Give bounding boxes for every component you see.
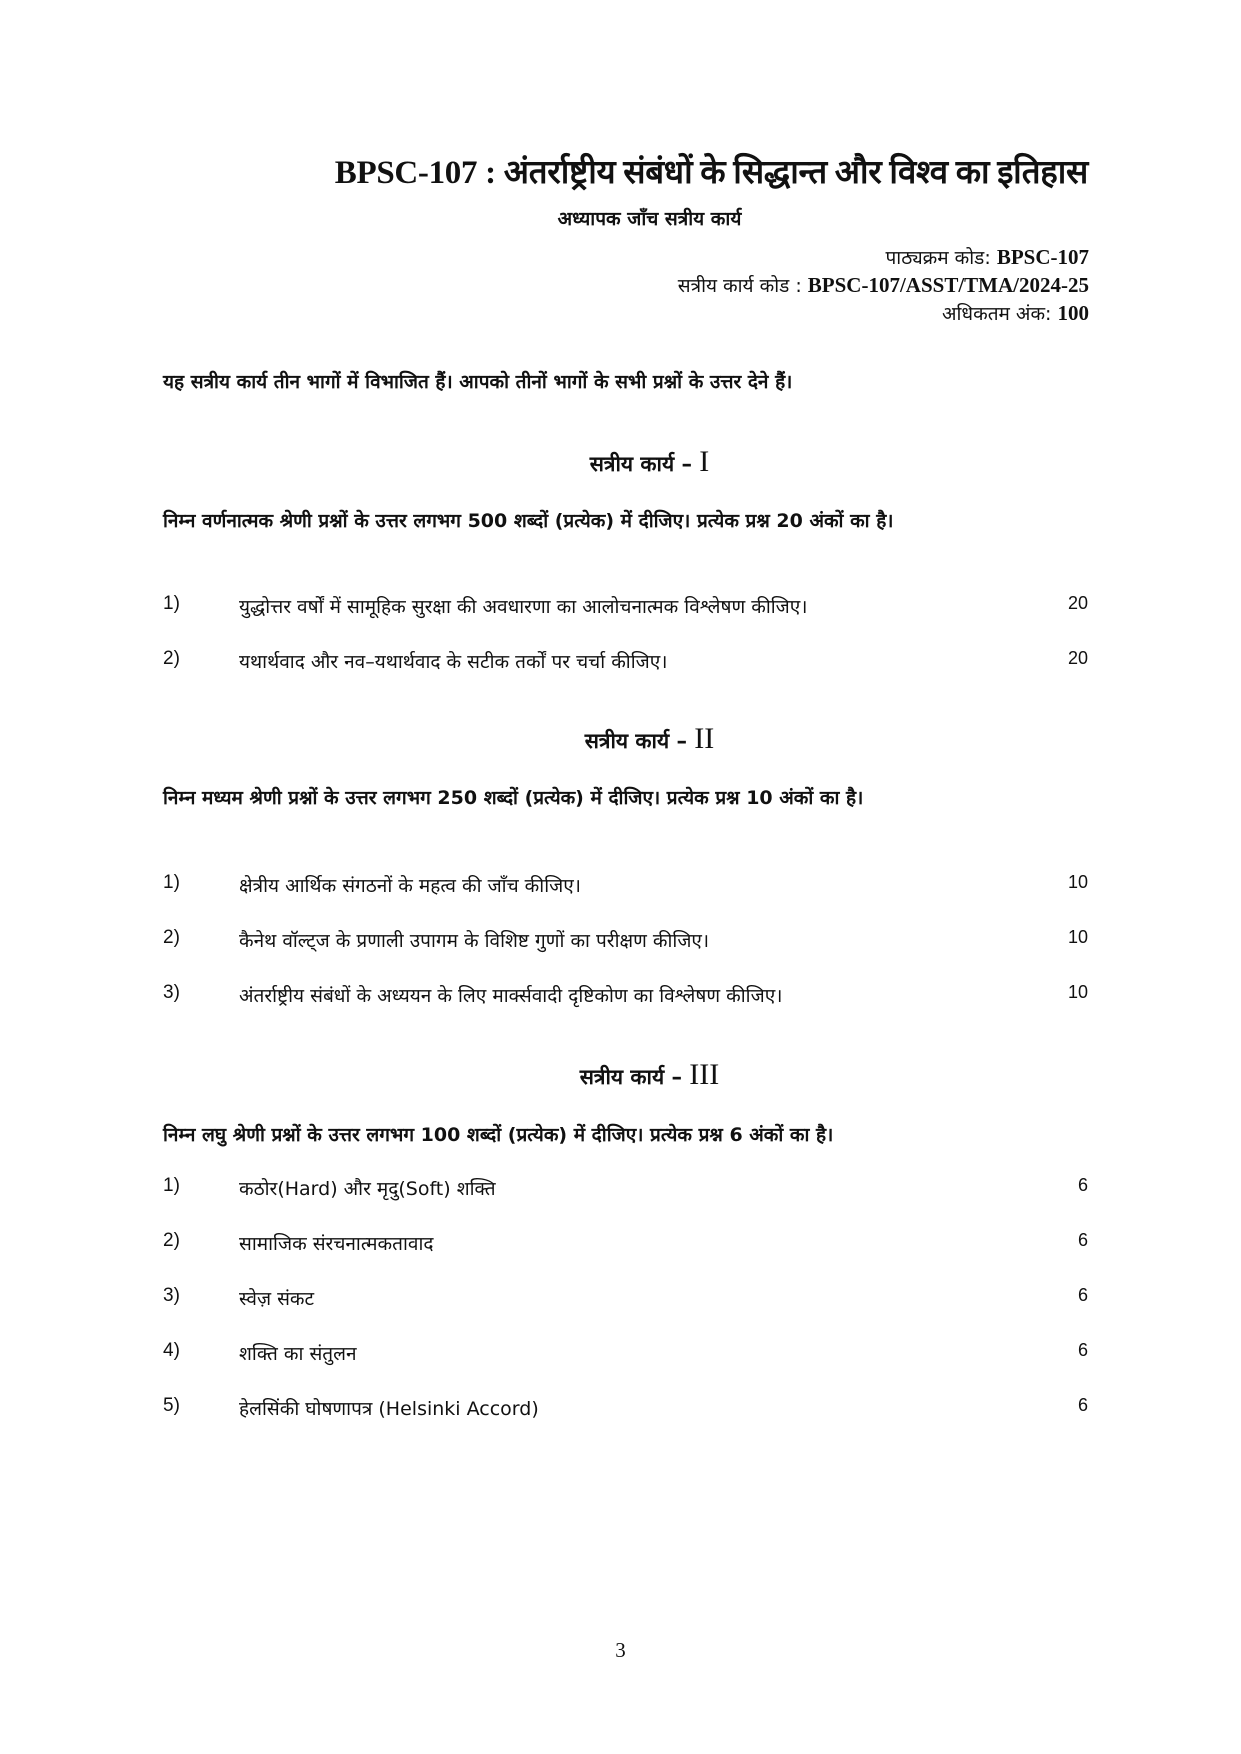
question-row	[163, 1230, 1088, 1260]
question-text: शक्ति का संतुलन	[239, 1343, 357, 1365]
section-roman-numeral: III	[689, 1058, 720, 1091]
question-text: कैनेथ वॉल्ट्ज के प्रणाली उपागम के विशिष्ट गुणों का परीक्षण कीजिए।	[239, 930, 710, 952]
question-marks: 20	[1067, 648, 1088, 668]
question-number: 3)	[163, 1285, 180, 1306]
question-row	[163, 1340, 1088, 1370]
section-roman-numeral: I	[699, 445, 710, 478]
course-code-value: BPSC-107	[996, 245, 1089, 269]
question-number: 3)	[163, 982, 180, 1003]
question-number: 2)	[163, 648, 180, 669]
question-row	[163, 1175, 1088, 1205]
section-roman-numeral: II	[694, 722, 715, 755]
question-number: 1)	[163, 1175, 180, 1196]
section-1-title	[0, 445, 1241, 479]
max-marks-value: 100	[1057, 301, 1089, 325]
question-marks: 6	[1077, 1285, 1088, 1305]
question-marks: 6	[1077, 1175, 1088, 1195]
question-marks: 6	[1077, 1230, 1088, 1250]
section-1-instruction: निम्न वर्णनात्मक श्रेणी प्रश्नों के उत्तर लगभग 500 शब्दों (प्रत्येक) में दीजिए। प्रत्येक प्रश्न 20 अंकों का है।	[163, 510, 894, 532]
section-3-title	[0, 1058, 1241, 1092]
question-text: क्षेत्रीय आर्थिक संगठनों के महत्व की जाँच कीजिए।	[239, 875, 581, 897]
intro-text: यह सत्रीय कार्य तीन भागों में विभाजित हैं। आपको तीनों भागों के सभी प्रश्नों के उत्तर देने हैं।	[163, 371, 793, 393]
question-marks: 20	[1067, 593, 1088, 613]
document-title: BPSC-107 : अंतर्राष्ट्रीय संबंधों के सिद्धान्त और विश्व का इतिहास	[334, 155, 1088, 191]
question-text: हेलसिंकी घोषणापत्र (Helsinki Accord)	[239, 1398, 539, 1420]
course-code-line	[886, 244, 1089, 270]
section-title-prefix: सत्रीय कार्य –	[584, 729, 687, 753]
question-row	[163, 1395, 1088, 1425]
question-row	[163, 927, 1088, 957]
assignment-code-value: BPSC-107/ASST/TMA/2024-25	[807, 273, 1089, 297]
max-marks-label: अधिकतम अंक:	[941, 303, 1052, 325]
question-marks: 10	[1067, 927, 1088, 947]
question-row	[163, 1285, 1088, 1315]
question-text: सामाजिक संरचनात्मकतावाद	[239, 1233, 434, 1255]
question-row	[163, 872, 1088, 902]
course-code-label: पाठ्यक्रम कोड:	[885, 247, 991, 269]
section-2-instruction: निम्न मध्यम श्रेणी प्रश्नों के उत्तर लगभग 250 शब्दों (प्रत्येक) में दीजिए। प्रत्येक प्रश्न 10 अंकों का है।	[163, 787, 864, 809]
question-number: 1)	[163, 872, 180, 893]
question-row	[163, 593, 1088, 623]
section-title-prefix: सत्रीय कार्य –	[589, 452, 692, 476]
question-row	[163, 982, 1088, 1012]
question-marks: 10	[1067, 872, 1088, 892]
question-number: 2)	[163, 1230, 180, 1251]
assignment-code-label: सत्रीय कार्य कोड :	[677, 275, 802, 297]
question-text: युद्धोत्तर वर्षों में सामूहिक सुरक्षा की अवधारणा का आलोचनात्मक विश्लेषण कीजिए।	[239, 596, 808, 618]
question-text: अंतर्राष्ट्रीय संबंधों के अध्ययन के लिए मार्क्सवादी दृष्टिकोण का विश्लेषण कीजिए।	[239, 985, 783, 1007]
question-number: 1)	[163, 593, 180, 614]
question-text: यथार्थवाद और नव–यथार्थवाद के सटीक तर्कों पर चर्चा कीजिए।	[239, 651, 668, 673]
question-number: 4)	[163, 1340, 180, 1361]
question-number: 2)	[163, 927, 180, 948]
max-marks-line	[942, 300, 1089, 326]
question-marks: 6	[1077, 1395, 1088, 1415]
question-number: 5)	[163, 1395, 180, 1416]
question-row	[163, 648, 1088, 678]
page-number: 3	[615, 1638, 626, 1662]
question-marks: 6	[1077, 1340, 1088, 1360]
section-3-instruction: निम्न लघु श्रेणी प्रश्नों के उत्तर लगभग 100 शब्दों (प्रत्येक) में दीजिए। प्रत्येक प्रश्न 6 अंकों का है।	[163, 1124, 834, 1146]
assignment-code-line	[678, 272, 1089, 298]
section-2-title	[0, 722, 1241, 756]
question-text: स्वेज़ संकट	[239, 1288, 315, 1310]
document-subtitle: अध्यापक जाँच सत्रीय कार्य	[557, 208, 742, 230]
question-marks: 10	[1067, 982, 1088, 1002]
question-text: कठोर(Hard) और मृदु(Soft) शक्ति	[239, 1178, 496, 1200]
section-title-prefix: सत्रीय कार्य –	[579, 1065, 682, 1089]
